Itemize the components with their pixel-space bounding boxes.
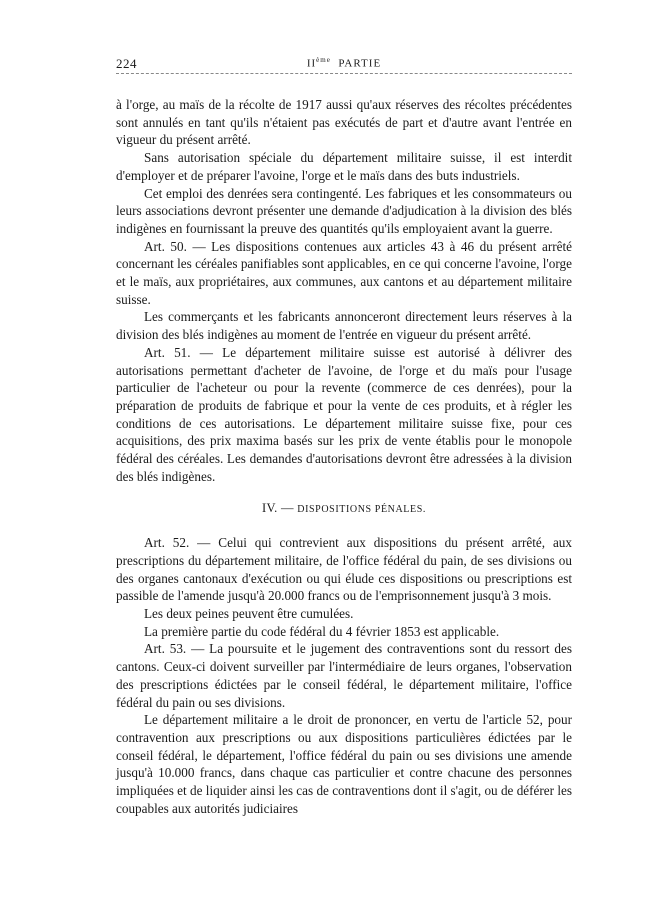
paragraph: La première partie du code fédéral du 4 février 1853 est applicable. <box>144 623 500 639</box>
paragraph: Le département militaire a le droit de prononcer, en vertu de l'article 52, pour contravention aux prescriptions ou aux dispositions particulières édictées par le conseil fédéral, le département, l'office fédéral du pain ou ses divisions une amende jusqu'à 10.000 francs, dans chaque cas particulier et contre chacune des personnes impliquées et de liquider ainsi les cas de contraventions dont il s'agit, ou de déférer les coupables aux autorités judiciaires <box>116 712 572 816</box>
paragraph-article-50: Art. 50. — Les dispositions contenues aux articles 43 à 46 du présent arrêté concernant les céréales panifiables sont applicables, en ce qui concerne l'avoine, l'orge et le maïs, aux propriétaires, aux communes, aux cantons et au département militaire suisse. <box>116 238 572 307</box>
paragraph-article-51: Art. 51. — Le département militaire suisse est autorisé à délivrer des autorisations permettant d'acheter de l'avoine, de l'orge et du maïs pour l'usage particulier de l'acheteur ou pour la revente (commerce de ces denrées), pour la préparation de produits de fabrique et pour la vente de ces produits, et à régler les conditions de ces autorisations. Le département militaire suisse fixe, pour ces acquisitions, des prix maxima basés sur les prix de vente établis pour le monopole fédéral des céréales. Les demandes d'autorisations devront être adressées à la division des blés indigènes. <box>116 344 572 484</box>
paragraph: Les commerçants et les fabricants annonceront directement leurs réserves à la division des blés indigènes au moment de l'entrée en vigueur du présent arrêté. <box>116 309 572 343</box>
paragraph-article-53: Art. 53. — La poursuite et le jugement des contraventions sont du ressort des cantons. Ceux-ci doivent surveiller par l'intermédiaire de leurs organes, l'observation des prescriptions édictées par le conseil fédéral, le département militaire, l'office fédéral du pain ou ses divisions. <box>116 641 572 710</box>
part-superscript: ème <box>316 56 331 64</box>
paragraph: à l'orge, au maïs de la récolte de 1917 aussi qu'aux réserves des récoltes précédentes sont annulés en tant qu'ils n'étaient pas exécutés de part et d'autre avant l'entrée en vigueur du présent arrêté. <box>116 97 572 148</box>
paragraph-article-52: Art. 52. — Celui qui contrevient aux dispositions du présent arrêté, aux prescriptions du département militaire, de l'office fédéral du pain, de ses divisions ou des organes cantonaux d'exécution ou qui élude ces dispositions ou prescriptions est passible de l'amende jusqu'à 20.000 francs ou de l'emprisonnement jusqu'à 3 mois. <box>116 535 572 604</box>
part-word: PARTIE <box>338 57 382 70</box>
body-text <box>116 96 572 817</box>
book-page <box>116 56 572 816</box>
section-numeral: IV. — <box>261 501 294 516</box>
section-title: DISPOSITIONS PÉNALES. <box>297 504 426 516</box>
paragraph: Les deux peines peuvent être cumulées. <box>144 605 354 621</box>
running-head <box>116 56 572 70</box>
part-numeral: II <box>306 57 317 70</box>
page-number: 224 <box>116 56 137 71</box>
paragraph: Cet emploi des denrées sera contingenté. Les fabriques et les consommateurs ou leurs associations devront présenter une demande d'adjudication à la division des blés indigènes en fournissant la preuve des quantités qu'ils employaient avant la guerre. <box>116 185 572 236</box>
section-heading <box>116 500 572 519</box>
page-header <box>116 56 572 78</box>
header-rule <box>116 73 572 74</box>
paragraph: Sans autorisation spéciale du département militaire suisse, il est interdit d'employer et de préparer l'avoine, l'orge et le maïs dans des buts industriels. <box>116 150 572 183</box>
